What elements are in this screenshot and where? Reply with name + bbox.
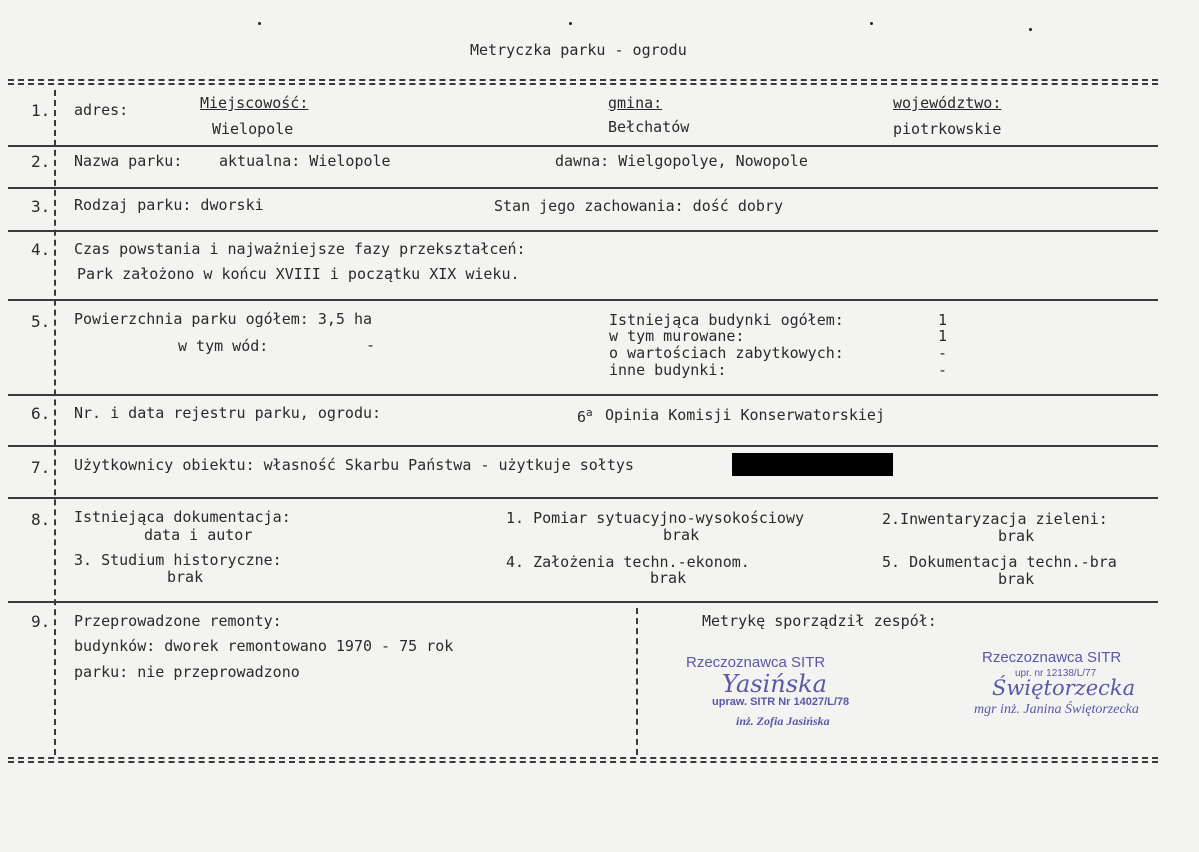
document-title: Metryczka parku - ogrodu (470, 41, 687, 59)
signature-1: Yasińska (722, 670, 827, 698)
doc-item-2-value: brak (998, 527, 1035, 545)
doc-item-3-value: brak (167, 568, 204, 586)
doc-item-3: 3. Studium historyczne: (74, 551, 282, 569)
repairs-buildings: budynków: dworek remontowano 1970 - 75 rok (74, 637, 454, 655)
water-value: - (366, 336, 376, 354)
documentation-sub: data i autor (144, 526, 253, 544)
historic-label: o wartościach zabytkowych: (609, 344, 844, 362)
row-number: 5. (31, 312, 51, 331)
rule (8, 230, 1158, 232)
row-number: 7. (31, 458, 51, 477)
brick-label: w tym murowane: (609, 327, 745, 345)
historic-value: - (938, 344, 948, 362)
row9-divider (636, 608, 638, 755)
gmina-value: Bełchatów (608, 118, 690, 136)
stamp-name-2: mgr inż. Janina Świętorzecka (974, 702, 1139, 717)
stamp-title-1: Rzeczoznawca SITR (686, 654, 826, 671)
rule (8, 445, 1158, 447)
park-type: Rodzaj parku: dworski (74, 196, 264, 214)
repairs-park: parku: nie przeprowadzono (74, 663, 300, 681)
row-number: 6. (31, 404, 51, 423)
row-number: 3. (31, 197, 51, 216)
buildings-value: 1 (938, 311, 948, 329)
wojewodztwo-value: piotrkowskie (893, 120, 1002, 138)
stamp-name-1: inż. Zofia Jasińska (736, 714, 830, 728)
doc-item-4: 4. Założenia techn.-ekonom. (506, 553, 750, 571)
stamp-title-2: Rzeczoznawca SITR (982, 649, 1122, 666)
bottom-double-rule (8, 757, 1158, 763)
register-label: Nr. i data rejestru parku, ogrodu: (74, 404, 382, 422)
team-label: Metrykę sporządził zespół: (702, 612, 937, 630)
row-number: 1. (31, 101, 51, 120)
rule (8, 187, 1158, 189)
documentation-label: Istniejąca dokumentacja: (74, 508, 291, 526)
register-value: Opinia Komisji Konserwatorskiej (605, 406, 885, 424)
wojewodztwo-label: województwo: (893, 94, 1002, 112)
park-name-current: aktualna: Wielopole (219, 152, 391, 170)
row-number: 8. (31, 510, 51, 529)
redaction-box (732, 453, 893, 476)
register-number-sup: a (586, 406, 593, 419)
doc-item-5: 5. Dokumentacja techn.-bra (882, 553, 1117, 571)
park-name-former: dawna: Wielgopolye, Nowopole (555, 152, 808, 170)
top-double-rule (8, 79, 1158, 85)
miejscowosc-label: Miejscowość: (200, 94, 309, 112)
doc-item-2: 2.Inwentaryzacja zieleni: (882, 510, 1108, 528)
punch-dot (870, 22, 873, 25)
rule (8, 497, 1158, 499)
rule (8, 145, 1158, 147)
other-value: - (938, 361, 948, 379)
stamp-reg-1: upraw. SITR Nr 14027/L/78 (712, 696, 850, 708)
water-label: w tym wód: (178, 337, 269, 355)
row-number: 4. (31, 240, 51, 259)
gmina-label: gmina: (608, 94, 663, 112)
doc-item-1: 1. Pomiar sytuacyjno-wysokościowy (506, 509, 805, 527)
signature-2: Świętorzecka (992, 676, 1136, 700)
doc-item-4-value: brak (650, 569, 687, 587)
other-label: inne budynki: (609, 361, 727, 379)
repairs-label: Przeprowadzone remonty: (74, 612, 282, 630)
area-label: Powierzchnia parku ogółem: 3,5 ha (74, 310, 373, 328)
rule (8, 299, 1158, 301)
users-label: Użytkownicy obiektu: własność Skarbu Państwa - użytkuje sołtys (74, 456, 634, 474)
park-name-label: Nazwa parku: (74, 152, 183, 170)
buildings-label: Istniejąca budynki ogółem: (609, 311, 844, 329)
park-condition: Stan jego zachowania: dość dobry (494, 197, 783, 215)
doc-item-5-value: brak (998, 570, 1035, 588)
rule (8, 394, 1158, 396)
rule (8, 601, 1158, 603)
history-label: Czas powstania i najważniejsze fazy przekształceń: (74, 240, 526, 258)
brick-value: 1 (938, 327, 948, 345)
history-text: Park założono w końcu XVIII i początku XIX wieku. (77, 265, 520, 283)
stamp-reg-2: upr. nr 12138/L/77 (1015, 668, 1097, 679)
punch-dot (1029, 28, 1032, 31)
miejscowosc-value: Wielopole (212, 120, 294, 138)
punch-dot (258, 22, 261, 25)
row-number: 2. (31, 152, 51, 171)
number-column-divider (54, 90, 56, 755)
address-label: adres: (74, 101, 129, 119)
register-number (577, 404, 593, 426)
punch-dot (569, 22, 572, 25)
register-number-main: 6 (577, 408, 587, 426)
doc-item-1-value: brak (663, 526, 700, 544)
row-number: 9. (31, 612, 51, 631)
